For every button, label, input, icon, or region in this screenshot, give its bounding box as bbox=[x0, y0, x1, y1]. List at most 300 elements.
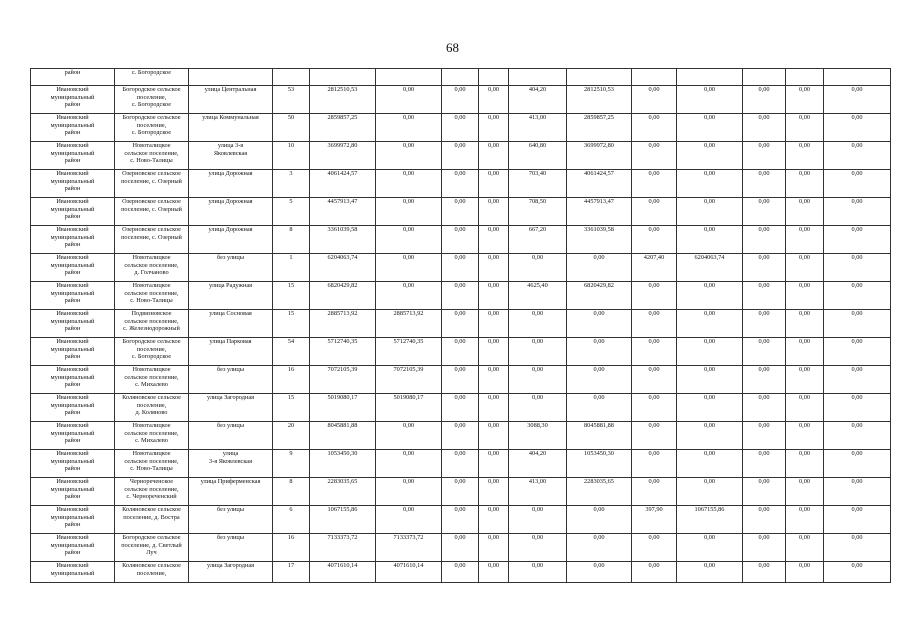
cell-text-line: сельское поселение, bbox=[124, 317, 179, 325]
cell-text-line: район bbox=[64, 297, 81, 305]
value-cell: 0,00 bbox=[743, 170, 786, 198]
value-cell: 0,00 bbox=[632, 114, 677, 142]
cell-text-line: улица Дорожная bbox=[208, 170, 253, 177]
value-cell: 0,00 bbox=[479, 422, 509, 450]
value-cell: 0,00 bbox=[632, 478, 677, 506]
value-cell: 2283035,65 bbox=[310, 478, 376, 506]
cell-text-line: сельское поселение, bbox=[124, 485, 179, 493]
cell-text-line: улица bbox=[222, 450, 239, 457]
cell-text-line: Ивановский bbox=[56, 142, 89, 149]
cell-text-line: район bbox=[64, 325, 81, 333]
value-cell bbox=[632, 69, 677, 86]
value-cell: 0,00 bbox=[376, 198, 442, 226]
value-cell: 0,00 bbox=[743, 450, 786, 478]
value-cell: 0,00 bbox=[376, 422, 442, 450]
table-row bbox=[31, 422, 891, 450]
cell-text-line: Новоталицкое bbox=[132, 142, 171, 149]
value-cell: 0,00 bbox=[376, 450, 442, 478]
cell-text-line: Озерновское сельское bbox=[122, 170, 181, 177]
value-cell: 8045881,88 bbox=[310, 422, 376, 450]
cell-text-line: район bbox=[64, 69, 81, 76]
value-cell: 6820429,82 bbox=[310, 282, 376, 310]
value-cell: 0,00 bbox=[743, 114, 786, 142]
value-cell: 0,00 bbox=[824, 114, 891, 142]
value-cell: 0,00 bbox=[479, 282, 509, 310]
value-cell: 6204063,74 bbox=[310, 254, 376, 282]
cell-text-line: Луч bbox=[146, 549, 157, 557]
value-cell: 0,00 bbox=[824, 170, 891, 198]
house-number-cell: 20 bbox=[273, 422, 310, 450]
cell-text-line: Чернореченское bbox=[129, 478, 174, 485]
value-cell: 0,00 bbox=[567, 506, 632, 534]
value-cell: 7133373,72 bbox=[310, 534, 376, 562]
street-cell bbox=[189, 69, 273, 86]
settlement-cell bbox=[115, 198, 189, 226]
table-row bbox=[31, 478, 891, 506]
cell-text-line: район bbox=[64, 381, 81, 389]
cell-text-line: Ивановский bbox=[56, 422, 89, 429]
house-number-cell: 53 bbox=[273, 86, 310, 114]
value-cell: 7133373,72 bbox=[376, 534, 442, 562]
value-cell: 0,00 bbox=[677, 310, 743, 338]
street-cell bbox=[189, 478, 273, 506]
cell-text-line: Ивановский bbox=[56, 366, 89, 373]
value-cell: 0,00 bbox=[677, 198, 743, 226]
value-cell: 0,00 bbox=[743, 282, 786, 310]
cell-text-line: д. Голчаново bbox=[134, 269, 169, 277]
value-cell: 0,00 bbox=[376, 282, 442, 310]
cell-text-line: муниципальный bbox=[50, 177, 95, 185]
house-number-cell: 3 bbox=[273, 170, 310, 198]
cell-text-line: район bbox=[64, 269, 81, 277]
cell-text-line: муниципальный bbox=[50, 541, 95, 549]
cell-text-line: улица Центральная bbox=[204, 86, 257, 93]
cell-text-line: муниципальный bbox=[50, 149, 95, 157]
value-cell: 0,00 bbox=[786, 114, 824, 142]
value-cell: 0,00 bbox=[677, 562, 743, 583]
house-number-cell: 1 bbox=[273, 254, 310, 282]
cell-text-line: без улицы bbox=[216, 534, 245, 541]
value-cell: 0,00 bbox=[677, 450, 743, 478]
value-cell: 0,00 bbox=[376, 254, 442, 282]
cell-text-line: Яковлевская bbox=[213, 149, 248, 157]
cell-text-line: с. Богородское bbox=[131, 101, 172, 109]
street-cell bbox=[189, 506, 273, 534]
house-number-cell: 8 bbox=[273, 226, 310, 254]
cell-text-line: Богородское сельское bbox=[122, 534, 181, 541]
value-cell: 0,00 bbox=[479, 478, 509, 506]
table-row bbox=[31, 142, 891, 170]
street-cell bbox=[189, 366, 273, 394]
value-cell bbox=[677, 69, 743, 86]
value-cell: 0,00 bbox=[786, 282, 824, 310]
district-cell bbox=[31, 114, 115, 142]
table-row bbox=[31, 198, 891, 226]
value-cell: 0,00 bbox=[786, 394, 824, 422]
district-cell bbox=[31, 422, 115, 450]
value-cell: 0,00 bbox=[479, 562, 509, 583]
cell-text-line: без улицы bbox=[216, 366, 245, 373]
cell-text-line: улица Дорожная bbox=[208, 226, 253, 233]
value-cell: 0,00 bbox=[743, 366, 786, 394]
value-cell: 0,00 bbox=[509, 366, 567, 394]
cell-text-line: район bbox=[64, 465, 81, 473]
table-row bbox=[31, 534, 891, 562]
value-cell: 0,00 bbox=[632, 366, 677, 394]
cell-text-line: с. Михалево bbox=[135, 437, 168, 445]
value-cell: 0,00 bbox=[786, 254, 824, 282]
house-number-cell: 15 bbox=[273, 310, 310, 338]
street-cell bbox=[189, 310, 273, 338]
house-number-cell: 16 bbox=[273, 534, 310, 562]
cell-text-line: Ивановский bbox=[56, 114, 89, 121]
cell-text-line: Коляновское сельское bbox=[122, 562, 181, 569]
cell-text-line: с. Железнодорожный bbox=[123, 325, 180, 333]
value-cell: 0,00 bbox=[824, 366, 891, 394]
value-cell: 0,00 bbox=[442, 310, 479, 338]
house-number-cell: 17 bbox=[273, 562, 310, 583]
cell-text-line: сельское поселение, bbox=[124, 373, 179, 381]
house-number-cell: 54 bbox=[273, 338, 310, 366]
street-cell bbox=[189, 226, 273, 254]
cell-text-line: Ивановский bbox=[56, 506, 89, 513]
cell-text-line: Коляновское сельское bbox=[122, 394, 181, 401]
district-cell bbox=[31, 366, 115, 394]
table-body bbox=[31, 69, 891, 583]
value-cell bbox=[743, 69, 786, 86]
value-cell: 0,00 bbox=[824, 338, 891, 366]
cell-text-line: поселение, bbox=[136, 569, 167, 577]
cell-text-line: Ивановский bbox=[56, 198, 89, 205]
value-cell: 8045881,88 bbox=[567, 422, 632, 450]
value-cell: 0,00 bbox=[509, 310, 567, 338]
value-cell: 0,00 bbox=[786, 450, 824, 478]
settlement-cell bbox=[115, 226, 189, 254]
cell-text-line: поселение, bbox=[136, 121, 167, 129]
value-cell: 0,00 bbox=[442, 86, 479, 114]
value-cell: 0,00 bbox=[677, 170, 743, 198]
district-cell bbox=[31, 478, 115, 506]
settlement-cell bbox=[115, 562, 189, 583]
value-cell: 4457913,47 bbox=[567, 198, 632, 226]
cell-text-line: муниципальный bbox=[50, 569, 95, 577]
cell-text-line: сельское поселение, bbox=[124, 149, 179, 157]
value-cell: 0,00 bbox=[677, 534, 743, 562]
value-cell: 5712740,35 bbox=[376, 338, 442, 366]
cell-text-line: с. Ново-Талицы bbox=[130, 157, 173, 165]
value-cell: 0,00 bbox=[743, 310, 786, 338]
value-cell: 703,40 bbox=[509, 170, 567, 198]
value-cell: 0,00 bbox=[479, 226, 509, 254]
value-cell bbox=[509, 69, 567, 86]
value-cell bbox=[479, 69, 509, 86]
value-cell: 0,00 bbox=[479, 450, 509, 478]
district-cell bbox=[31, 226, 115, 254]
value-cell bbox=[442, 69, 479, 86]
value-cell: 404,20 bbox=[509, 450, 567, 478]
value-cell: 5712740,35 bbox=[310, 338, 376, 366]
value-cell: 0,00 bbox=[567, 366, 632, 394]
table-row bbox=[31, 394, 891, 422]
value-cell: 0,00 bbox=[567, 394, 632, 422]
cell-text-line: Ивановский bbox=[56, 170, 89, 177]
cell-text-line: без улицы bbox=[216, 506, 245, 513]
value-cell: 0,00 bbox=[479, 170, 509, 198]
value-cell: 2812510,53 bbox=[567, 86, 632, 114]
page-number: 68 bbox=[446, 40, 459, 55]
value-cell: 0,00 bbox=[567, 254, 632, 282]
cell-text-line: Ивановский bbox=[56, 450, 89, 457]
cell-text-line: Богородское сельское bbox=[122, 114, 181, 121]
street-cell bbox=[189, 198, 273, 226]
value-cell: 413,00 bbox=[509, 478, 567, 506]
value-cell: 0,00 bbox=[442, 562, 479, 583]
district-cell bbox=[31, 534, 115, 562]
value-cell: 7072105,39 bbox=[376, 366, 442, 394]
value-cell: 0,00 bbox=[743, 86, 786, 114]
cell-text-line: Подвязновское bbox=[131, 310, 172, 317]
cell-text-line: с. Чернореченский bbox=[126, 493, 177, 501]
street-cell bbox=[189, 282, 273, 310]
value-cell: 2885713,92 bbox=[310, 310, 376, 338]
cell-text-line: Ивановский bbox=[56, 226, 89, 233]
value-cell: 5019080,17 bbox=[376, 394, 442, 422]
value-cell: 667,20 bbox=[509, 226, 567, 254]
value-cell: 0,00 bbox=[376, 170, 442, 198]
value-cell: 4457913,47 bbox=[310, 198, 376, 226]
value-cell: 0,00 bbox=[632, 310, 677, 338]
value-cell: 0,00 bbox=[677, 142, 743, 170]
table-row bbox=[31, 506, 891, 534]
street-cell bbox=[189, 450, 273, 478]
value-cell: 1067155,86 bbox=[677, 506, 743, 534]
value-cell: 0,00 bbox=[743, 142, 786, 170]
table-row bbox=[31, 366, 891, 394]
cell-text-line: муниципальный bbox=[50, 485, 95, 493]
value-cell: 0,00 bbox=[677, 422, 743, 450]
value-cell: 0,00 bbox=[442, 170, 479, 198]
value-cell: 0,00 bbox=[786, 506, 824, 534]
house-number-cell bbox=[273, 69, 310, 86]
value-cell: 0,00 bbox=[442, 394, 479, 422]
value-cell: 0,00 bbox=[824, 534, 891, 562]
value-cell: 1067155,86 bbox=[310, 506, 376, 534]
cell-text-line: без улицы bbox=[216, 254, 245, 261]
value-cell: 0,00 bbox=[376, 114, 442, 142]
value-cell: 0,00 bbox=[824, 422, 891, 450]
value-cell: 4071610,14 bbox=[310, 562, 376, 583]
value-cell: 0,00 bbox=[824, 450, 891, 478]
value-cell: 0,00 bbox=[509, 394, 567, 422]
house-number-cell: 16 bbox=[273, 366, 310, 394]
table-row bbox=[31, 114, 891, 142]
settlement-cell bbox=[115, 142, 189, 170]
value-cell: 7072105,39 bbox=[310, 366, 376, 394]
settlement-cell bbox=[115, 534, 189, 562]
cell-text-line: Ивановский bbox=[56, 394, 89, 401]
cell-text-line: район bbox=[64, 241, 81, 249]
value-cell: 5019080,17 bbox=[310, 394, 376, 422]
house-number-cell: 5 bbox=[273, 198, 310, 226]
value-cell: 0,00 bbox=[824, 254, 891, 282]
value-cell: 0,00 bbox=[786, 170, 824, 198]
street-cell bbox=[189, 86, 273, 114]
cell-text-line: Новоталицкое bbox=[132, 422, 171, 429]
street-cell bbox=[189, 394, 273, 422]
cell-text-line: муниципальный bbox=[50, 289, 95, 297]
value-cell: 0,00 bbox=[442, 450, 479, 478]
district-cell bbox=[31, 310, 115, 338]
cell-text-line: Озерновское сельское bbox=[122, 226, 181, 233]
table-row bbox=[31, 170, 891, 198]
street-cell bbox=[189, 562, 273, 583]
value-cell: 4061424,57 bbox=[567, 170, 632, 198]
cell-text-line: район bbox=[64, 409, 81, 417]
value-cell: 0,00 bbox=[442, 142, 479, 170]
value-cell bbox=[376, 69, 442, 86]
cell-text-line: поселение, д. Востра bbox=[123, 513, 180, 521]
settlement-cell bbox=[115, 478, 189, 506]
value-cell: 0,00 bbox=[567, 562, 632, 583]
cell-text-line: поселение, bbox=[136, 345, 167, 353]
value-cell: 0,00 bbox=[677, 282, 743, 310]
table-row bbox=[31, 86, 891, 114]
value-cell: 0,00 bbox=[786, 534, 824, 562]
value-cell: 0,00 bbox=[479, 86, 509, 114]
value-cell: 0,00 bbox=[632, 394, 677, 422]
value-cell: 2859857,25 bbox=[567, 114, 632, 142]
value-cell: 0,00 bbox=[786, 310, 824, 338]
settlement-cell bbox=[115, 114, 189, 142]
value-cell: 0,00 bbox=[824, 478, 891, 506]
data-table bbox=[30, 68, 891, 583]
value-cell: 1053450,30 bbox=[310, 450, 376, 478]
cell-text-line: Ивановский bbox=[56, 338, 89, 345]
cell-text-line: сельское поселение, bbox=[124, 289, 179, 297]
settlement-cell bbox=[115, 450, 189, 478]
value-cell: 397,90 bbox=[632, 506, 677, 534]
district-cell bbox=[31, 142, 115, 170]
cell-text-line: поселение, с. Озерный bbox=[121, 205, 182, 213]
value-cell bbox=[824, 69, 891, 86]
value-cell: 413,00 bbox=[509, 114, 567, 142]
value-cell: 0,00 bbox=[786, 338, 824, 366]
settlement-cell bbox=[115, 69, 189, 86]
value-cell: 4071610,14 bbox=[376, 562, 442, 583]
cell-text-line: сельское поселение, bbox=[124, 457, 179, 465]
value-cell: 3361039,58 bbox=[567, 226, 632, 254]
value-cell: 0,00 bbox=[442, 534, 479, 562]
house-number-cell: 6 bbox=[273, 506, 310, 534]
value-cell: 0,00 bbox=[786, 562, 824, 583]
value-cell: 0,00 bbox=[824, 562, 891, 583]
value-cell: 0,00 bbox=[479, 506, 509, 534]
cell-text-line: Ивановский bbox=[56, 478, 89, 485]
value-cell: 0,00 bbox=[824, 282, 891, 310]
value-cell: 0,00 bbox=[376, 506, 442, 534]
cell-text-line: улица Сосновая bbox=[209, 310, 252, 317]
value-cell: 0,00 bbox=[509, 506, 567, 534]
value-cell: 0,00 bbox=[786, 366, 824, 394]
value-cell: 0,00 bbox=[677, 338, 743, 366]
value-cell: 6204063,74 bbox=[677, 254, 743, 282]
value-cell: 0,00 bbox=[677, 226, 743, 254]
cell-text-line: с. Богородское bbox=[131, 129, 172, 137]
settlement-cell bbox=[115, 338, 189, 366]
settlement-cell bbox=[115, 170, 189, 198]
district-cell bbox=[31, 338, 115, 366]
value-cell: 0,00 bbox=[677, 366, 743, 394]
value-cell: 0,00 bbox=[786, 422, 824, 450]
value-cell: 3088,30 bbox=[509, 422, 567, 450]
district-cell bbox=[31, 282, 115, 310]
value-cell: 0,00 bbox=[743, 198, 786, 226]
district-cell bbox=[31, 394, 115, 422]
value-cell: 0,00 bbox=[632, 282, 677, 310]
value-cell: 0,00 bbox=[376, 226, 442, 254]
value-cell bbox=[310, 69, 376, 86]
table-row bbox=[31, 282, 891, 310]
cell-text-line: Новоталицкое bbox=[132, 254, 171, 261]
cell-text-line: Богородское сельское bbox=[122, 338, 181, 345]
value-cell: 0,00 bbox=[632, 450, 677, 478]
value-cell: 0,00 bbox=[743, 562, 786, 583]
street-cell bbox=[189, 254, 273, 282]
table-row bbox=[31, 310, 891, 338]
settlement-cell bbox=[115, 282, 189, 310]
cell-text-line: муниципальный bbox=[50, 401, 95, 409]
cell-text-line: Богородское сельское bbox=[122, 86, 181, 93]
value-cell: 0,00 bbox=[632, 198, 677, 226]
cell-text-line: район bbox=[64, 101, 81, 109]
cell-text-line: Ивановский bbox=[56, 254, 89, 261]
cell-text-line: с. Михалево bbox=[135, 381, 168, 389]
value-cell: 0,00 bbox=[632, 422, 677, 450]
value-cell: 0,00 bbox=[743, 394, 786, 422]
district-cell bbox=[31, 562, 115, 583]
value-cell: 0,00 bbox=[509, 534, 567, 562]
cell-text-line: район bbox=[64, 493, 81, 501]
value-cell: 0,00 bbox=[824, 198, 891, 226]
table-row bbox=[31, 338, 891, 366]
value-cell: 0,00 bbox=[786, 86, 824, 114]
cell-text-line: улица 3-я bbox=[217, 142, 244, 149]
street-cell bbox=[189, 338, 273, 366]
cell-text-line: с. Богородское bbox=[131, 353, 172, 361]
cell-text-line: с. Ново-Талицы bbox=[130, 465, 173, 473]
value-cell: 404,20 bbox=[509, 86, 567, 114]
value-cell: 0,00 bbox=[479, 338, 509, 366]
cell-text-line: поселение, с. Озерный bbox=[121, 177, 182, 185]
value-cell: 0,00 bbox=[743, 478, 786, 506]
value-cell: 0,00 bbox=[442, 422, 479, 450]
settlement-cell bbox=[115, 310, 189, 338]
value-cell: 4207,40 bbox=[632, 254, 677, 282]
cell-text-line: с. Ново-Талицы bbox=[130, 297, 173, 305]
value-cell: 0,00 bbox=[677, 86, 743, 114]
house-number-cell: 15 bbox=[273, 282, 310, 310]
value-cell: 0,00 bbox=[786, 478, 824, 506]
cell-text-line: улица Загородная bbox=[206, 394, 255, 401]
value-cell: 3361039,58 bbox=[310, 226, 376, 254]
value-cell: 0,00 bbox=[743, 506, 786, 534]
cell-text-line: район bbox=[64, 213, 81, 221]
cell-text-line: сельское поселение, bbox=[124, 429, 179, 437]
value-cell: 0,00 bbox=[824, 226, 891, 254]
value-cell: 3699972,80 bbox=[310, 142, 376, 170]
value-cell: 0,00 bbox=[786, 142, 824, 170]
cell-text-line: без улицы bbox=[216, 422, 245, 429]
